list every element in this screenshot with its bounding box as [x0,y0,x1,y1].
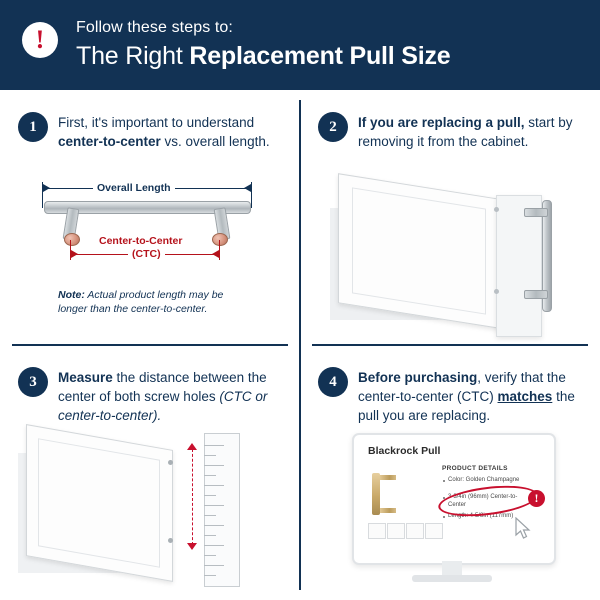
step-panel-2 [300,90,600,345]
overall-tick-right [251,182,252,208]
step4-part-b: , verify that the center-to-center (CTC) [358,370,566,404]
thumbnail-4[interactable] [425,523,443,539]
step-panel-1 [0,90,300,345]
cursor-icon [514,517,532,541]
door-face-inset [38,438,160,568]
screw-hole-lower [168,538,173,543]
step2-part-a: If you are replacing a pull, [358,115,525,130]
ruler-tick [204,545,224,546]
step-text-1 [58,113,273,151]
step-panel-3 [0,345,300,600]
ruler-tick [204,505,224,506]
note-body: Actual product length may be longer than the center-to-center. [58,289,224,315]
product-title: Blackrock Pull [368,445,441,457]
page-title [76,42,451,71]
step1-part-b: center-to-center [58,134,161,149]
ctc-label-line2: (CTC) [128,248,165,260]
detached-pull-post-top [524,208,548,217]
ruler-tick [204,515,216,516]
step-panel-4 [300,345,600,600]
spec-bullet [443,480,445,482]
cabinet-door-inset [352,187,486,314]
header-eyebrow: Follow these steps to: [76,19,233,36]
monitor-screen [352,433,556,565]
measure-dashed-line [192,449,193,545]
step2-part-b: start by removing it from the cabinet. [358,115,573,149]
exclamation-icon: ! [22,22,58,58]
page-title-bold: Replacement Pull Size [189,42,451,70]
ruler-tick [204,565,224,566]
step3-part-a: Measure [58,370,113,385]
step1-part-c: vs. overall length. [160,134,270,149]
product-pull-post-bottom [380,508,396,513]
thumbnail-3[interactable] [406,523,424,539]
ruler-tick [204,455,216,456]
screw-hole-upper [168,460,173,465]
step3-part-c: (CTC or center-to-center). [58,389,268,423]
note-prefix: Note: [58,289,85,301]
ruler-tick [204,475,216,476]
step4-part-d: the pull you are replacing. [358,389,575,423]
ruler-tick [204,555,216,556]
product-spec-length: Length: 4-5/8in (117mm) [448,513,514,519]
screw-hole-bottom [494,289,499,294]
pull-foot-left [64,233,80,246]
monitor-illustration [300,345,600,600]
product-spec-ctc: 3-3/4in (96mm) Center-to-Center [448,494,518,508]
ruler-tick [204,535,216,536]
step-number-4: 4 [318,367,348,397]
spec-bullet [443,516,445,518]
step-number-3: 3 [18,367,48,397]
step1-part-a: First, it's important to understand [58,115,255,130]
ruler-tick [204,445,224,446]
overall-arrow-left [43,184,50,192]
ruler-tick [204,465,224,466]
step-number-1: 1 [18,112,48,142]
screw-hole-top [494,207,499,212]
ruler-tick [204,575,216,576]
product-pull-bar [372,473,380,515]
measuring-illustration [0,345,300,600]
overall-arrow-right [244,184,251,192]
ctc-highlight-ellipse [437,481,540,521]
product-pull-post-top [380,475,396,480]
thumbnail-1[interactable] [368,523,386,539]
step-number-2: 2 [318,112,348,142]
ctc-arrow-right [212,250,219,258]
ruler-tick [204,495,216,496]
pull-foot-right [212,233,228,246]
cabinet-illustration [300,90,600,345]
measure-arrow-bottom [187,543,197,550]
ctc-label-line1: Center-to-Center [95,235,186,247]
monitor-base [412,575,492,582]
ruler-tick [204,485,224,486]
page-title-light: The Right [76,42,190,70]
step3-part-b: the distance between the center of both screw holes [58,370,267,404]
step4-part-a: Before purchasing [358,370,478,385]
ctc-arrow-left [71,250,78,258]
measure-arrow-top [187,443,197,450]
overall-length-label: Overall Length [93,182,175,194]
ruler [204,433,240,587]
header-banner [0,0,600,90]
thumbnail-2[interactable] [387,523,405,539]
step4-part-c: matches [497,389,553,404]
alert-exclamation-icon: ! [528,490,545,507]
product-details-heading: PRODUCT DETAILS [442,465,508,472]
step1-note [58,288,248,316]
product-spec-color: Color: Golden Champagne [448,477,520,483]
ruler-tick [204,525,224,526]
detached-pull-post-bottom [524,290,548,299]
ctc-tick-right [219,240,220,260]
